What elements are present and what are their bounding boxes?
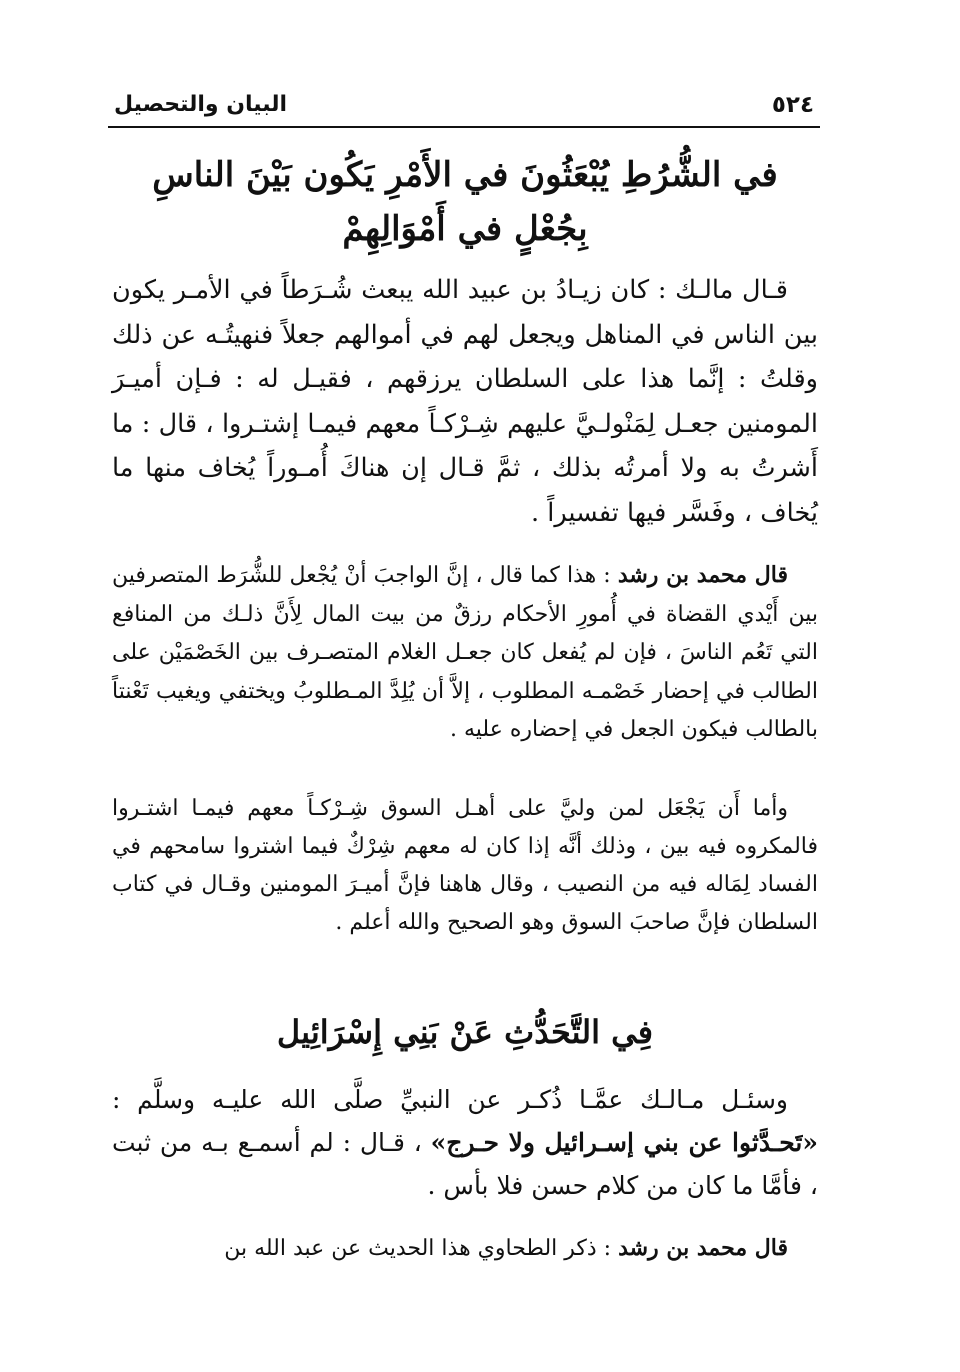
header-rule	[108, 126, 820, 128]
paragraph-text: ، قـال : لم أسمـع بـه من ثبت ، فأمَّا ما كان من كلام حسن فلا بأس .	[112, 1128, 818, 1200]
paragraph-malik-saying	[112, 268, 818, 535]
paragraph-text: قـال مالـك : كان زيـادُ بن عبيد الله يبعث شُـرَطاً في الأمـر يكون بين الناس في المناهل ويجعل لهم في أموالهم جعلاً فنهيتُـه عن ذلك وقلتُ : إنَّما هذا على السلطان يرزقهم ، فقيـل له : فـإن أميـرَ المومنين جعـل لِمَنْولـيَّ عليهم شِـرْكـاً معهم فيمـا إشتـروا ، قال : ما أَشرتُ به ولا أمرتُه بذلك ، ثمَّ قـال إن هناكَ أُمـوراً يُخاف منها ما يُخاف ، وفَسَّر فيها تفسيراً .	[112, 275, 818, 528]
page-number: ٥٢٤	[771, 92, 814, 118]
running-title: البيان والتحصيل	[114, 92, 288, 117]
page-header	[108, 90, 820, 128]
paragraph-ibn-rushd-tahawi	[112, 1228, 818, 1269]
hadith-quote: «تَحـدَّثوا عن بني إسـرائيل ولا حـرج»	[430, 1128, 818, 1157]
speaker-label: قال محمد بن رشد	[617, 562, 788, 588]
paragraph-market-share	[112, 790, 818, 942]
paragraph-text: : هذا كما قال ، إنَّ الواجبَ أنْ يُجْعل للشُّرَط المتصرفين بين أَيْدي القضاة في أُمورِ الأحكام رزقٌ من بيت المال لِأَنَّ ذلـك من المنافع التي تَعُم الناسَ ، فإن لم يُفعل كان جعـل الغلام المتصـرف بين الخَصْمَيْن على الطالب في إحضار خَصْمـه المطلوب ، إلاَّ أن يُلِدَّ المـطلوبُ ويختفي ويغيب تَعْنتاً بالطالب فيكون الجعل في إحضاره عليه .	[112, 563, 818, 742]
section-title-shurat: في الشُّرُطِ يُبْعَثُونَ في الأَمْرِ يَكُون بَيْنَ الناسِ بِجُعْلٍ في أَمْوَالِهِمْ	[152, 155, 778, 249]
section-title-bani-israil: فِي التَّحَدُّثِ عَنْ بَنِي إِسْرَائِيل	[276, 1013, 654, 1051]
speaker-label: قال محمد بن رشد	[618, 1235, 788, 1261]
paragraph-ibn-rushd-commentary	[112, 556, 818, 750]
paragraph-text: وأما أَن يَجْعَل لمن وليَّ على أهـل السوق شِـرْكـاً معهم فيمـا اشتـروا فالمكروه فيه بين ، وذلك أنَّه إذا كان له معهم شِرْكٌ فيما اشتروا سامحهم في الفساد لِمَاله فيه من النصيب ، وقال هاهنا فإنَّ أميـرَ المومنين وقـال في كتاب السلطان فإنَّ صاحبَ السوق وهو الصحيح والله أعلم .	[112, 796, 818, 935]
paragraph-text: : ذكر الطحاوي هذا الحديث عن عبد الله بن	[224, 1236, 619, 1261]
paragraph-text: وسئـل مـالـك عمَّـا ذُكـر عن النبيِّ صلَّى الله عليـه وسلَّم :	[112, 1085, 788, 1114]
paragraph-hadith-question	[112, 1078, 818, 1207]
